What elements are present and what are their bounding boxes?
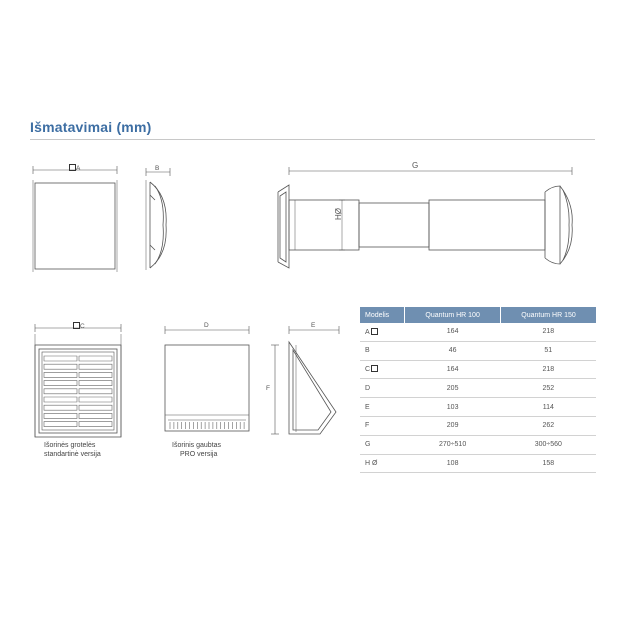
grille-slat (44, 405, 77, 410)
table-row (360, 454, 596, 473)
grille-caption: Išorinės grotelės standartinė versija (44, 442, 101, 458)
header-model: Modelis (360, 307, 405, 323)
value-hr100: 270÷510 (405, 435, 501, 454)
value-hr150: 51 (501, 341, 596, 360)
row-key-label: D (365, 384, 371, 392)
row-key-label: A (365, 328, 370, 336)
value-hr150: 300÷560 (501, 435, 596, 454)
grille-slat (79, 389, 112, 394)
square-icon (371, 365, 378, 372)
value-hr150: 158 (501, 454, 596, 473)
row-key-label: H Ø (365, 459, 378, 467)
value-hr100: 164 (405, 323, 501, 341)
table-row (360, 398, 596, 417)
row-key (360, 341, 405, 360)
row-key (360, 454, 405, 473)
grille-slat (79, 422, 112, 427)
row-key (360, 360, 405, 379)
page-title: Išmatavimai (mm) (30, 119, 152, 135)
dimensions-table (360, 307, 596, 473)
table-row (360, 416, 596, 435)
grille-slat (79, 372, 112, 377)
label-e: E (311, 322, 316, 329)
row-key (360, 398, 405, 417)
grille-slat (44, 413, 77, 418)
value-hr150: 218 (501, 323, 596, 341)
value-hr150: 262 (501, 416, 596, 435)
grille-slat (44, 389, 77, 394)
row-key-label: B (365, 347, 370, 355)
grille-slat (79, 364, 112, 369)
table-row (360, 435, 596, 454)
grille-slat (44, 356, 77, 361)
grille-slat (79, 381, 112, 386)
label-h: HØ (334, 208, 343, 220)
value-hr150: 114 (501, 398, 596, 417)
front-panel-drawing (33, 166, 117, 272)
grille-slat (79, 413, 112, 418)
grille-slat (79, 405, 112, 410)
hood-front-drawing (165, 326, 249, 431)
grille-slats (44, 356, 112, 427)
table-row (360, 341, 596, 360)
value-hr100: 103 (405, 398, 501, 417)
value-hr100: 108 (405, 454, 501, 473)
value-hr100: 164 (405, 360, 501, 379)
square-icon (371, 328, 378, 335)
value-hr100: 209 (405, 416, 501, 435)
label-b: B (155, 165, 160, 172)
label-d: D (204, 322, 209, 329)
row-key-label: F (365, 422, 370, 430)
pipe-assembly-drawing (278, 167, 572, 268)
row-key (360, 416, 405, 435)
table-header-row (360, 307, 596, 323)
label-a: A (69, 164, 80, 173)
row-key (360, 379, 405, 398)
table-row (360, 323, 596, 341)
header-hr150: Quantum HR 150 (501, 307, 596, 323)
label-f: F (266, 385, 270, 392)
row-key (360, 435, 405, 454)
hood-side-drawing (271, 326, 339, 434)
value-hr150: 218 (501, 360, 596, 379)
grille-slat (79, 397, 112, 402)
row-key (360, 323, 405, 341)
value-hr100: 46 (405, 341, 501, 360)
header-hr100: Quantum HR 100 (405, 307, 501, 323)
grille-slat (44, 364, 77, 369)
label-g: G (412, 161, 419, 170)
grille-slat (44, 372, 77, 377)
label-c: C (73, 322, 85, 331)
value-hr100: 205 (405, 379, 501, 398)
row-key-label: C (365, 366, 371, 374)
row-key-label: E (365, 403, 370, 411)
table-row (360, 379, 596, 398)
value-hr150: 252 (501, 379, 596, 398)
grille-slat (44, 381, 77, 386)
hood-caption: Išorinis gaubtas PRO versija (172, 442, 222, 458)
table-row (360, 360, 596, 379)
side-profile-drawing (146, 165, 170, 270)
grille-slat (79, 356, 112, 361)
row-key-label: G (365, 441, 371, 449)
hood-vents (170, 422, 244, 429)
grille-slat (44, 422, 77, 427)
grille-slat (44, 397, 77, 402)
